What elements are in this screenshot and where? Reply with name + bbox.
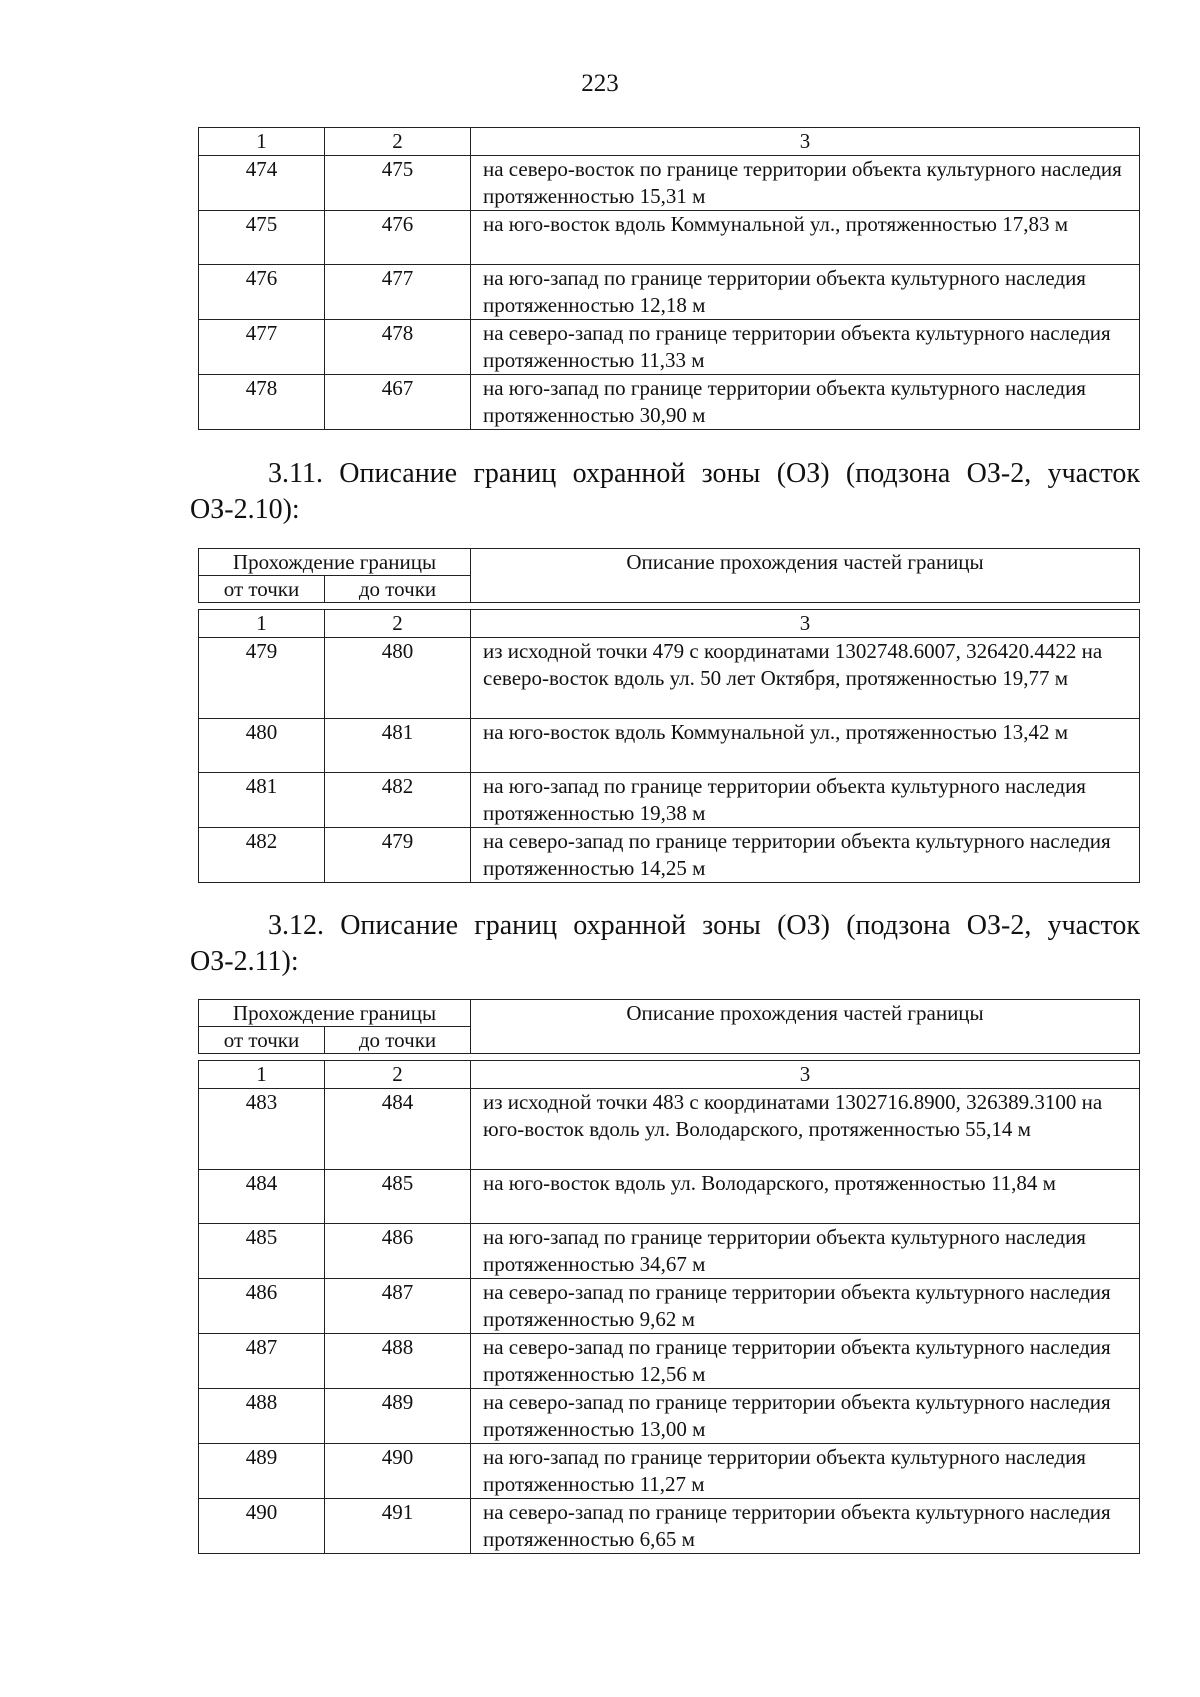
from-point: 489 bbox=[199, 1444, 325, 1499]
from-point: 490 bbox=[199, 1499, 325, 1554]
table-row bbox=[199, 828, 1140, 883]
to-point: 481 bbox=[325, 719, 471, 773]
column-number-row bbox=[199, 1061, 1140, 1089]
from-point: 476 bbox=[199, 265, 325, 320]
section-3-12-heading-cont: ОЗ-2.11): bbox=[190, 946, 299, 977]
header-row bbox=[199, 549, 1140, 576]
header-description: Описание прохождения частей границы bbox=[471, 1000, 1140, 1054]
segment-description: на юго-восток вдоль Коммунальной ул., протяженностью 13,42 м bbox=[471, 719, 1140, 773]
segment-description: на юго-запад по границе территории объекта культурного наследия протяженностью 19,38 м bbox=[471, 773, 1140, 828]
segment-description: на северо-запад по границе территории объекта культурного наследия протяженностью 13,00 м bbox=[471, 1389, 1140, 1444]
segment-description: на северо-запад по границе территории объекта культурного наследия протяженностью 14,25 м bbox=[471, 828, 1140, 883]
column-number-row bbox=[199, 128, 1140, 156]
boundary-table-oz-2-11 bbox=[198, 999, 1140, 1554]
segment-description: на северо-запад по границе территории объекта культурного наследия протяженностью 12,56 м bbox=[471, 1334, 1140, 1389]
table-row bbox=[199, 773, 1140, 828]
table-row bbox=[199, 320, 1140, 375]
to-point: 477 bbox=[325, 265, 471, 320]
table-row bbox=[199, 1444, 1140, 1499]
section-3-11-heading: 3.11. Описание границ охранной зоны (ОЗ) (подзона ОЗ-2, участок bbox=[268, 458, 1140, 489]
table-row bbox=[199, 1334, 1140, 1389]
boundary-table-continued bbox=[198, 127, 1140, 430]
gap-cell bbox=[199, 603, 1140, 610]
table-row bbox=[199, 1499, 1140, 1554]
segment-description: на северо-восток по границе территории объекта культурного наследия протяженностью 15,31 м bbox=[471, 156, 1140, 211]
colnum-2: 2 bbox=[325, 1061, 471, 1089]
table-row bbox=[199, 1279, 1140, 1334]
header-to: до точки bbox=[325, 1027, 471, 1054]
header-gap bbox=[199, 1054, 1140, 1061]
from-point: 483 bbox=[199, 1089, 325, 1170]
to-point: 482 bbox=[325, 773, 471, 828]
segment-description: на юго-запад по границе территории объекта культурного наследия протяженностью 11,27 м bbox=[471, 1444, 1140, 1499]
section-3-12-heading: 3.12. Описание границ охранной зоны (ОЗ) (подзона ОЗ-2, участок bbox=[268, 910, 1140, 941]
from-point: 477 bbox=[199, 320, 325, 375]
header-group: Прохождение границы bbox=[199, 1000, 471, 1027]
to-point: 479 bbox=[325, 828, 471, 883]
from-point: 479 bbox=[199, 638, 325, 719]
header-group: Прохождение границы bbox=[199, 549, 471, 576]
to-point: 475 bbox=[325, 156, 471, 211]
colnum-2: 2 bbox=[325, 128, 471, 156]
to-point: 489 bbox=[325, 1389, 471, 1444]
table-row bbox=[199, 265, 1140, 320]
to-point: 490 bbox=[325, 1444, 471, 1499]
colnum-2: 2 bbox=[325, 610, 471, 638]
colnum-3: 3 bbox=[471, 128, 1140, 156]
colnum-1: 1 bbox=[199, 1061, 325, 1089]
header-from: от точки bbox=[199, 576, 325, 603]
header-row bbox=[199, 1000, 1140, 1027]
to-point: 488 bbox=[325, 1334, 471, 1389]
from-point: 482 bbox=[199, 828, 325, 883]
to-point: 487 bbox=[325, 1279, 471, 1334]
from-point: 480 bbox=[199, 719, 325, 773]
from-point: 487 bbox=[199, 1334, 325, 1389]
from-point: 488 bbox=[199, 1389, 325, 1444]
column-number-row bbox=[199, 610, 1140, 638]
section-3-11-heading-cont: ОЗ-2.10): bbox=[190, 494, 300, 525]
boundary-table-oz-2-10 bbox=[198, 548, 1140, 883]
from-point: 485 bbox=[199, 1224, 325, 1279]
segment-description: на юго-восток вдоль ул. Володарского, протяженностью 11,84 м bbox=[471, 1170, 1140, 1224]
table-row bbox=[199, 1224, 1140, 1279]
from-point: 481 bbox=[199, 773, 325, 828]
segment-description: на юго-восток вдоль Коммунальной ул., протяженностью 17,83 м bbox=[471, 211, 1140, 265]
table-row bbox=[199, 375, 1140, 430]
to-point: 484 bbox=[325, 1089, 471, 1170]
to-point: 480 bbox=[325, 638, 471, 719]
segment-description: из исходной точки 483 с координатами 1302716.8900, 326389.3100 на юго-восток вдоль ул. Володарского, протяженностью 55,14 м bbox=[471, 1089, 1140, 1170]
colnum-1: 1 bbox=[199, 128, 325, 156]
to-point: 485 bbox=[325, 1170, 471, 1224]
to-point: 467 bbox=[325, 375, 471, 430]
colnum-1: 1 bbox=[199, 610, 325, 638]
header-gap bbox=[199, 603, 1140, 610]
table-row bbox=[199, 1389, 1140, 1444]
from-point: 486 bbox=[199, 1279, 325, 1334]
segment-description: из исходной точки 479 с координатами 1302748.6007, 326420.4422 на северо-восток вдоль ул. 50 лет Октября, протяженностью 19,77 м bbox=[471, 638, 1140, 719]
header-from: от точки bbox=[199, 1027, 325, 1054]
table-row bbox=[199, 156, 1140, 211]
segment-description: на юго-запад по границе территории объекта культурного наследия протяженностью 12,18 м bbox=[471, 265, 1140, 320]
to-point: 476 bbox=[325, 211, 471, 265]
colnum-3: 3 bbox=[471, 610, 1140, 638]
table-row bbox=[199, 1089, 1140, 1170]
segment-description: на северо-запад по границе территории объекта культурного наследия протяженностью 6,65 м bbox=[471, 1499, 1140, 1554]
table-row bbox=[199, 1170, 1140, 1224]
to-point: 491 bbox=[325, 1499, 471, 1554]
table-row bbox=[199, 719, 1140, 773]
segment-description: на северо-запад по границе территории объекта культурного наследия протяженностью 11,33 м bbox=[471, 320, 1140, 375]
colnum-3: 3 bbox=[471, 1061, 1140, 1089]
from-point: 475 bbox=[199, 211, 325, 265]
page-number: 223 bbox=[581, 70, 619, 97]
table-row bbox=[199, 638, 1140, 719]
header-description: Описание прохождения частей границы bbox=[471, 549, 1140, 603]
segment-description: на северо-запад по границе территории объекта культурного наследия протяженностью 9,62 м bbox=[471, 1279, 1140, 1334]
from-point: 484 bbox=[199, 1170, 325, 1224]
from-point: 478 bbox=[199, 375, 325, 430]
from-point: 474 bbox=[199, 156, 325, 211]
segment-description: на юго-запад по границе территории объекта культурного наследия протяженностью 34,67 м bbox=[471, 1224, 1140, 1279]
to-point: 486 bbox=[325, 1224, 471, 1279]
gap-cell bbox=[199, 1054, 1140, 1061]
table-row bbox=[199, 211, 1140, 265]
segment-description: на юго-запад по границе территории объекта культурного наследия протяженностью 30,90 м bbox=[471, 375, 1140, 430]
header-to: до точки bbox=[325, 576, 471, 603]
to-point: 478 bbox=[325, 320, 471, 375]
